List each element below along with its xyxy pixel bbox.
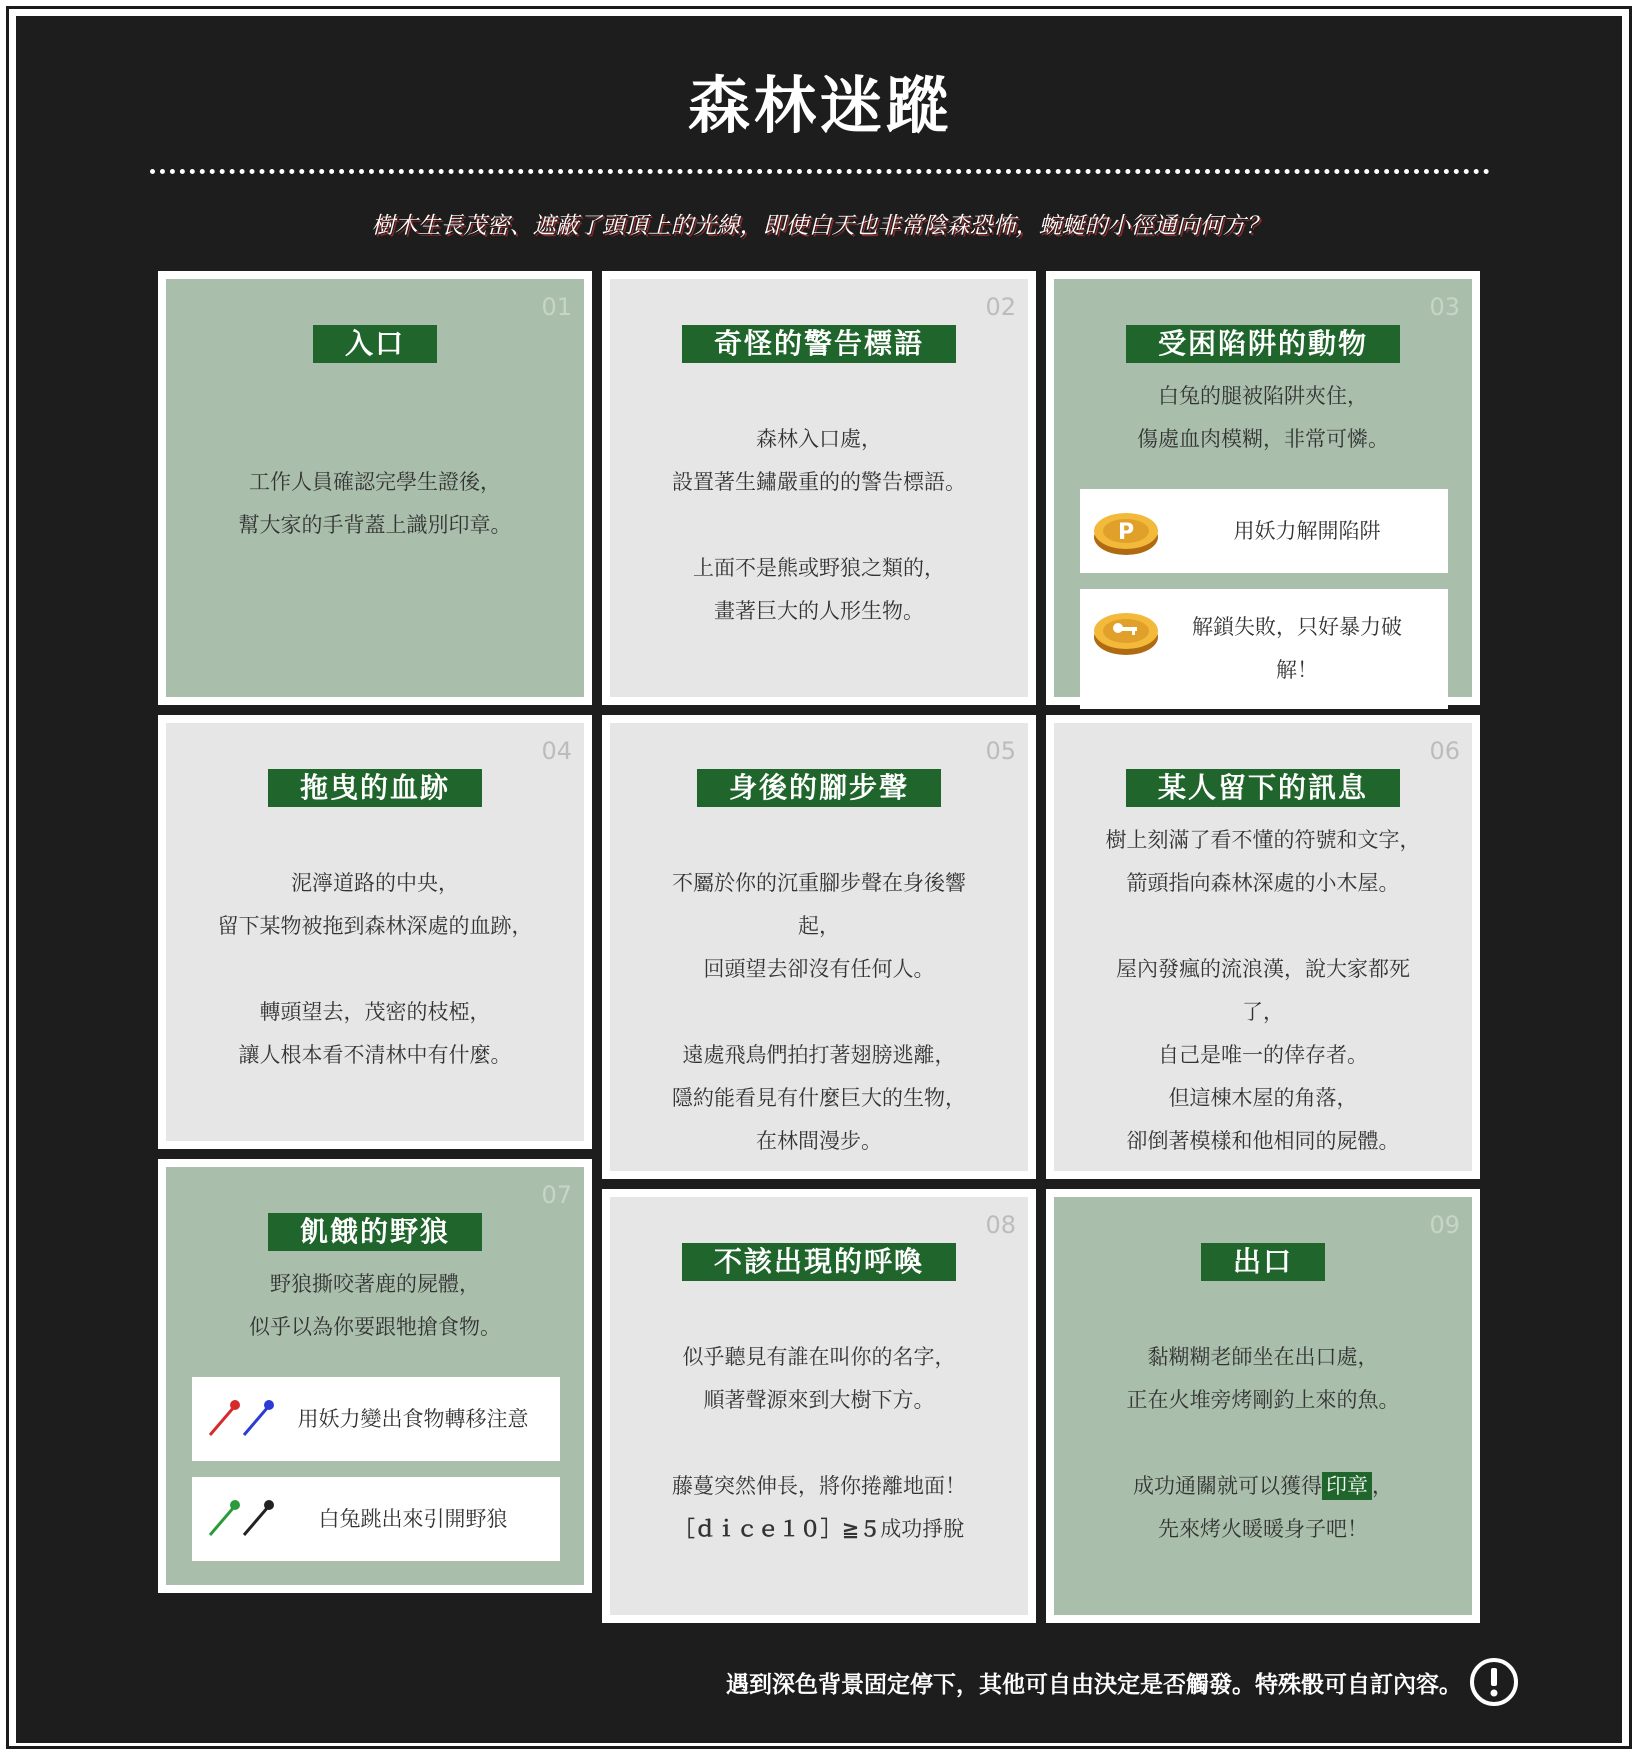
exclamation-icon: [1468, 1656, 1520, 1708]
card-line: 但這棟木屋的角落，: [1168, 1086, 1358, 1110]
option-text: 用妖力變出食物轉移注意: [297, 1406, 529, 1431]
card-09[interactable]: [1046, 1189, 1480, 1623]
card-body: [172, 862, 578, 1077]
card-line: 畫著巨大的人形生物。: [714, 599, 924, 623]
card-number: 08: [985, 1211, 1016, 1239]
card-number: 01: [541, 293, 572, 321]
card-line: 設置著生鏽嚴重的的警告標語。: [672, 470, 966, 494]
card-body: [1060, 819, 1466, 1163]
card-title: 出口: [1201, 1243, 1325, 1281]
card-line: 工作人員確認完學生證後，: [249, 470, 501, 494]
card-face: [610, 279, 1028, 697]
card-line: 傷處血肉模糊，非常可憐。: [1137, 427, 1389, 451]
green-black-pins-icon: [204, 1499, 278, 1539]
card-face: [1054, 723, 1472, 1171]
card-08[interactable]: [602, 1189, 1036, 1623]
card-line: 讓人根本看不清林中有什麼。: [238, 1043, 512, 1067]
option-line: 解鎖失敗，只好暴力破: [1192, 615, 1402, 639]
card-number: 06: [1429, 737, 1460, 765]
card-face: [166, 723, 584, 1141]
option-line: 解！: [1276, 658, 1318, 682]
card-face: [166, 279, 584, 697]
card-title: 受困陷阱的動物: [1126, 325, 1400, 363]
card-line: 卻倒著模樣和他相同的屍體。: [1126, 1129, 1400, 1153]
card-title: 某人留下的訊息: [1126, 769, 1400, 807]
card-line: 上面不是熊或野狼之類的，: [693, 556, 945, 580]
card-line: 留下某物被拖到森林深處的血跡，: [217, 914, 533, 938]
card-title: 奇怪的警告標語: [682, 325, 956, 363]
card-01[interactable]: [158, 271, 592, 705]
card-number: 02: [985, 293, 1016, 321]
choice-option-2[interactable]: [192, 1477, 560, 1561]
card-line: 正在火堆旁烤剛釣上來的魚。: [1126, 1388, 1400, 1412]
card-body: [172, 461, 578, 547]
choice-option-1[interactable]: [1080, 489, 1448, 573]
card-line: [1060, 1465, 1466, 1508]
card-title: 飢餓的野狼: [268, 1213, 482, 1251]
reward-text: 成功通關就可以獲得: [1133, 1474, 1322, 1498]
card-line: 箭頭指向森林深處的小木屋。: [1126, 871, 1400, 895]
card-line: 轉頭望去，茂密的枝椏，: [259, 1000, 491, 1024]
choice-option-2[interactable]: [1080, 589, 1448, 709]
card-number: 07: [541, 1181, 572, 1209]
card-07[interactable]: [158, 1159, 592, 1593]
card-number: 09: [1429, 1211, 1460, 1239]
red-blue-pins-icon: [204, 1399, 278, 1439]
card-line: 了，: [1242, 1000, 1284, 1024]
card-06[interactable]: [1046, 715, 1480, 1179]
dice-expression: ［ｄｉｃｅ１０］≧５: [673, 1517, 881, 1541]
card-line: 泥濘道路的中央，: [291, 871, 459, 895]
reward-punct: ，: [1372, 1474, 1393, 1498]
card-05[interactable]: [602, 715, 1036, 1179]
card-face: [610, 723, 1028, 1171]
card-line: 自己是唯一的倖存者。: [1158, 1043, 1368, 1067]
card-line: 白兔的腿被陷阱夾住，: [1158, 384, 1368, 408]
dice-line: [616, 1508, 1022, 1551]
card-line: 順著聲源來到大樹下方。: [703, 1388, 935, 1412]
card-number: 03: [1429, 293, 1460, 321]
card-body: [172, 1263, 578, 1349]
card-line: 屋內發瘋的流浪漢，說大家都死: [1116, 957, 1410, 981]
card-line: 遠處飛鳥們拍打著翅膀逃離，: [682, 1043, 956, 1067]
card-line: 森林入口處，: [756, 427, 882, 451]
card-face: [166, 1167, 584, 1585]
card-body: [1060, 375, 1466, 461]
card-line: 樹上刻滿了看不懂的符號和文字，: [1105, 828, 1421, 852]
card-line: 起，: [798, 914, 840, 938]
page-title: 森林迷蹤: [687, 69, 952, 142]
page-subtitle: 樹木生長茂密、遮蔽了頭頂上的光線，即使白天也非常陰森恐怖，蜿蜒的小徑通向何方？: [371, 213, 1269, 239]
card-title: 身後的腳步聲: [697, 769, 941, 807]
coin-key-icon: [1092, 609, 1160, 657]
card-body: [616, 1336, 1022, 1551]
option-text: 用妖力解開陷阱: [1233, 518, 1381, 543]
option-text: [1156, 589, 1438, 709]
card-03[interactable]: [1046, 271, 1480, 705]
card-02[interactable]: [602, 271, 1036, 705]
card-line: 似乎以為你要跟牠搶食物。: [249, 1315, 501, 1339]
card-number: 04: [541, 737, 572, 765]
svg-text:P: P: [1117, 520, 1135, 545]
card-body: [1060, 1336, 1466, 1551]
card-title: 入口: [313, 325, 437, 363]
card-number: 05: [985, 737, 1016, 765]
card-line: 隱約能看見有什麼巨大的生物，: [672, 1086, 966, 1110]
footer-rules: 遇到深色背景固定停下，其他可自由決定是否觸發。特殊骰可自訂內容。: [726, 1672, 1462, 1698]
card-line: 回頭望去卻沒有任何人。: [703, 957, 935, 981]
card-line: 黏糊糊老師坐在出口處，: [1147, 1345, 1379, 1369]
seal-highlight: 印章: [1322, 1472, 1372, 1500]
card-title: 不該出現的呼喚: [682, 1243, 956, 1281]
card-04[interactable]: [158, 715, 592, 1149]
card-face: [1054, 279, 1472, 697]
option-text: 白兔跳出來引開野狼: [318, 1506, 508, 1531]
card-face: [1054, 1197, 1472, 1615]
card-line: 先來烤火暖暖身子吧！: [1158, 1517, 1368, 1541]
dotted-divider: [150, 169, 1490, 174]
card-body: [616, 862, 1022, 1163]
card-line: 在林間漫步。: [756, 1129, 882, 1153]
coin-p-icon: [1092, 509, 1160, 557]
card-line: 藤蔓突然伸長，將你捲離地面！: [672, 1474, 966, 1498]
choice-option-1[interactable]: [192, 1377, 560, 1461]
card-line: 不屬於你的沉重腳步聲在身後響: [672, 871, 966, 895]
card-line: 野狼撕咬著鹿的屍體，: [270, 1272, 480, 1296]
card-title: 拖曳的血跡: [268, 769, 482, 807]
card-body: [616, 418, 1022, 633]
card-face: [610, 1197, 1028, 1615]
card-line: 似乎聽見有誰在叫你的名字，: [682, 1345, 956, 1369]
card-line: 幫大家的手背蓋上識別印章。: [238, 513, 512, 537]
dice-suffix: 成功掙脫: [880, 1517, 965, 1541]
